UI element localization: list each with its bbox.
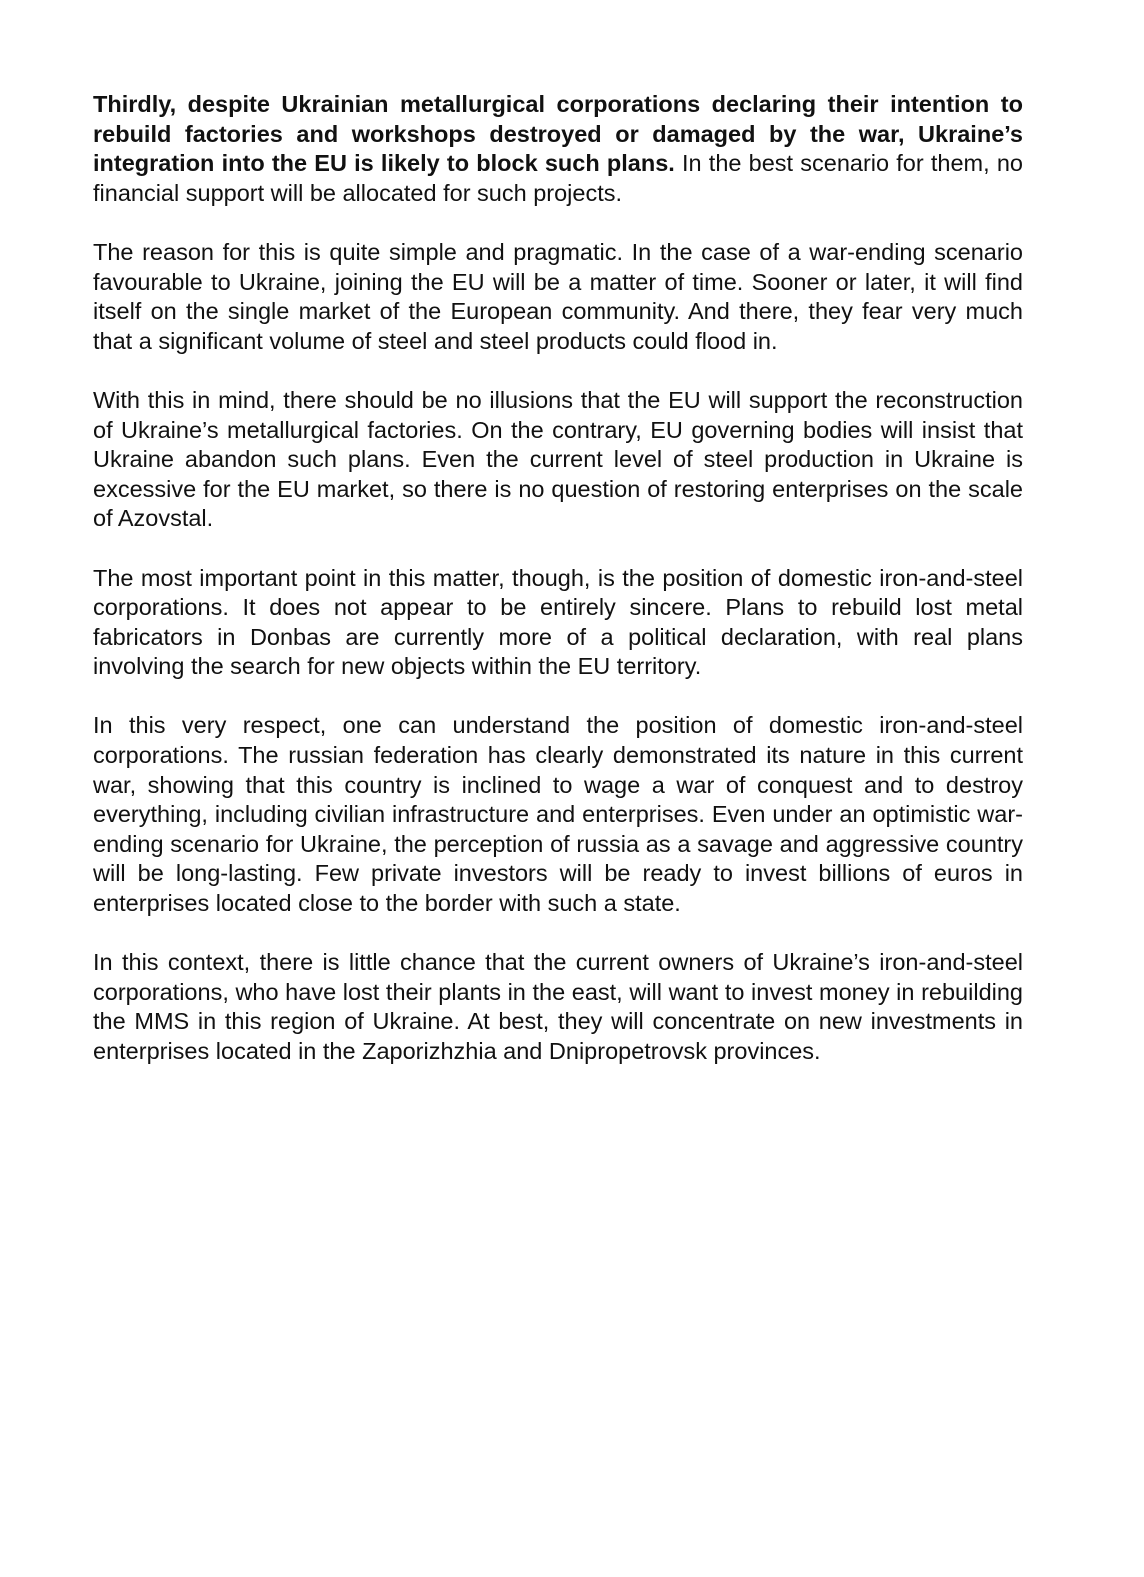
document-page	[93, 90, 1023, 1096]
paragraph-4: The most important point in this matter, though, is the position of domestic iron-and-steel corporations. It does not appear to be entirely sincere. Plans to rebuild lost metal fabricators in Donbas are currently more of a political declaration, with real plans involving the search for new objects within the EU territory.	[93, 564, 1023, 680]
paragraph-6: In this context, there is little chance that the current owners of Ukraine’s iron-and-steel corporations, who have lost their plants in the east, will want to invest money in rebuilding the MMS in this region of Ukraine. At best, they will concentrate on new investments in enterprises located in the Zaporizhzhia and Dnipropetrovsk provinces.	[93, 949, 1023, 1064]
paragraph-5: In this very respect, one can understand the position of domestic iron-and-steel corporations. The russian federation has clearly demonstrated its nature in this current war, showing that this country is inclined to wage a war of conquest and to destroy everything, including civilian infrastructure and enterprises. Even under an optimistic war-ending scenario for Ukraine, the perception of russia as a savage and aggressive country will be long-lasting. Few private investors will be ready to invest billions of euros in enterprises located close to the border with such a state.	[93, 712, 1023, 917]
paragraph-1-text: In the best scenario for them, no financial support will be allocated for such projects.	[93, 150, 1023, 206]
paragraph-3: With this in mind, there should be no illusions that the EU will support the reconstruction of Ukraine’s metallurgical factories. On the contrary, EU governing bodies will insist that Ukraine abandon such plans. Even the current level of steel production in Ukraine is excessive for the EU market, so there is no question of restoring enterprises on the scale of Azovstal.	[93, 386, 1023, 532]
paragraph-1	[93, 90, 1023, 208]
paragraph-2: The reason for this is quite simple and pragmatic. In the case of a war-ending scenario favourable to Ukraine, joining the EU will be a matter of time. Sooner or later, it will find itself on the single market of the European community. And there, they fear very much that a significant volume of steel and steel products could flood in.	[93, 238, 1023, 354]
paragraph-1-bold-lead: Thirdly, despite Ukrainian metallurgical corporations declaring their intention to rebuild factories and workshops destroyed or damaged by the war, Ukraine’s integration into the EU is likely to block such plans.	[93, 91, 1023, 177]
